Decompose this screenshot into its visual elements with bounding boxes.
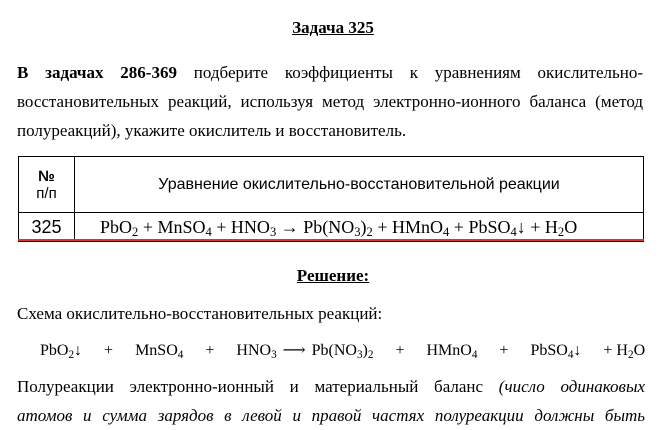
- scheme-text: O: [633, 342, 646, 359]
- task-statement: [17, 58, 643, 145]
- reaction-scheme: [40, 340, 645, 360]
- scheme-text: PbSO: [530, 342, 568, 359]
- solution-title: Решение:: [296, 266, 370, 285]
- table-row: [19, 213, 644, 242]
- scheme-text: PbO: [40, 342, 69, 359]
- equation-subscript: 2: [557, 224, 565, 239]
- scheme-subscript: 2: [627, 349, 634, 361]
- balance-paragraph: [17, 372, 645, 430]
- equation-text: → Pb(NO: [276, 216, 355, 237]
- scheme-label: Схема окислительно-восстановительных реакций:: [17, 304, 383, 323]
- scheme-text: + H: [603, 342, 628, 359]
- equation-text: + PbSO: [449, 216, 511, 237]
- scheme-text: +: [205, 342, 215, 359]
- scheme-subscript: 4: [177, 349, 184, 361]
- task-line-3: полуреакций), укажите окислитель и восстановитель.: [17, 121, 407, 140]
- balance-line-2: [17, 401, 645, 430]
- row-number: 325: [19, 213, 75, 242]
- scheme-subscript: 2: [367, 349, 374, 361]
- scheme-text: +: [499, 342, 509, 359]
- scheme-subscript: 4: [471, 349, 478, 361]
- equation-text: ): [360, 216, 367, 237]
- equation-header: Уравнение окислительно-восстановительной реакции: [75, 157, 644, 213]
- equation-text: ↓ + H: [516, 216, 558, 237]
- equation-text: + HMnO: [372, 216, 443, 237]
- task-line-1-text: подберите коэффициенты к уравнениям окислительно-: [193, 63, 643, 82]
- scheme-text: +: [395, 342, 405, 359]
- scheme-text: ↓: [74, 342, 83, 359]
- equation-subscript: 4: [443, 224, 450, 239]
- task-lead: В задачах 286-369: [17, 63, 177, 82]
- equation-text: + HNO: [211, 216, 270, 237]
- balance-line-2-italic: атомов и сумма зарядов в левой и правой частях полуреакции должны быть: [17, 406, 645, 425]
- number-header: [19, 157, 75, 213]
- scheme-text: +: [104, 342, 114, 359]
- scheme-text: MnSO: [135, 342, 178, 359]
- number-abbrev: п/п: [36, 184, 57, 202]
- scheme-arrow: ⟶: [282, 342, 306, 359]
- equation-subscript: 2: [132, 224, 139, 239]
- scheme-subscript: 2: [68, 349, 75, 361]
- reaction-equation: [75, 213, 644, 242]
- table-header-row: [19, 157, 644, 213]
- equation-subscript: 4: [205, 224, 212, 239]
- equation-text: + MnSO: [138, 216, 206, 237]
- balance-line-1-italic: (число одинаковых: [498, 377, 645, 396]
- scheme-subscript: 3: [271, 349, 277, 361]
- scheme-subscript: 3: [356, 349, 363, 361]
- scheme-text: ↓: [573, 342, 582, 359]
- number-sign: №: [38, 167, 55, 185]
- scheme-text: ): [362, 342, 368, 359]
- task-line-2: восстановительных реакций, используя метод электронно-ионного баланса (метод: [17, 92, 643, 111]
- equation-subscript: 3: [269, 224, 277, 239]
- red-underline: [18, 239, 644, 241]
- equation-subscript: 3: [354, 224, 361, 239]
- equation-subscript: 2: [366, 224, 373, 239]
- task-title: Задача 325: [292, 18, 374, 37]
- equation-subscript: 4: [510, 224, 517, 239]
- balance-line-1-text: Полуреакции электронно-ионный и материальный баланс: [17, 377, 499, 396]
- scheme-text: Pb(NO: [311, 342, 357, 359]
- scheme-text: HMnO: [426, 342, 472, 359]
- scheme-subscript: 4: [567, 349, 574, 361]
- scheme-text: HNO: [236, 342, 272, 359]
- equation-text: O: [564, 216, 578, 237]
- equation-table: [18, 156, 644, 242]
- equation-text: PbO: [100, 216, 133, 237]
- balance-line-1: [17, 372, 645, 401]
- task-line-1: [17, 58, 643, 87]
